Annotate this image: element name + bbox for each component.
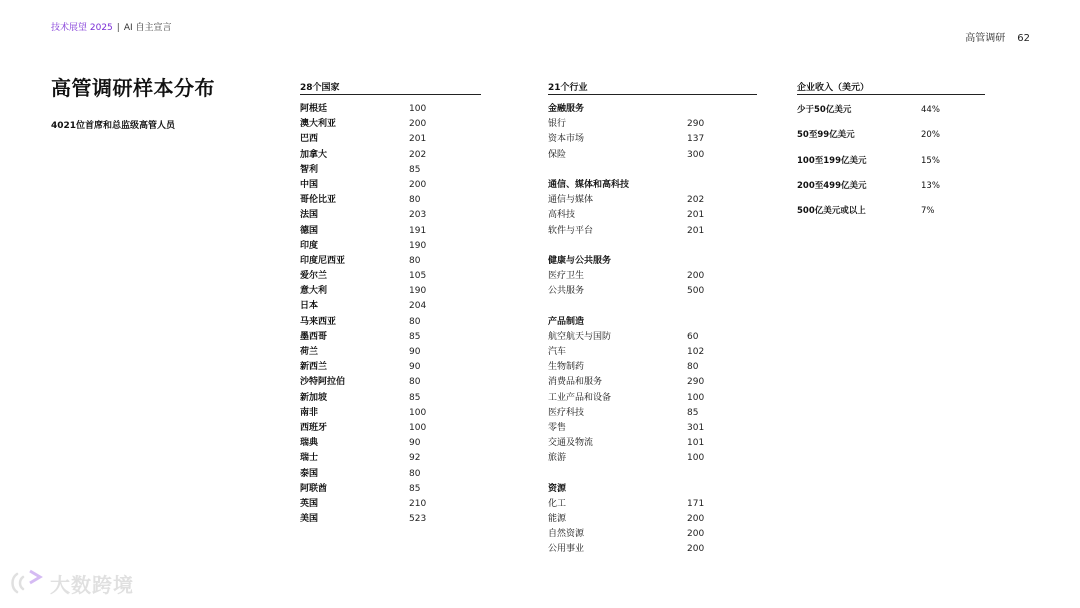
revenue-row-value: 15%: [921, 155, 940, 166]
industry-row: [548, 132, 757, 147]
revenue-list: [797, 103, 985, 229]
revenue-row-label: 200至499亿美元: [797, 180, 867, 191]
industry-row-value: 200: [687, 544, 705, 555]
industries-header: 21个行业: [548, 80, 757, 95]
industry-row-label: 自然资源: [548, 529, 585, 540]
industry-row-label: 保险: [548, 149, 567, 160]
country-row-label: 澳大利亚: [300, 119, 337, 130]
revenue-row-value: 13%: [921, 180, 940, 191]
industry-row-label: 工业产品和设备: [548, 392, 612, 403]
countries-header: 28个国家: [300, 80, 481, 95]
page-number: 62: [1017, 33, 1030, 44]
industry-group-title: 通信、媒体和高科技: [548, 179, 630, 190]
country-row-label: 马来西亚: [300, 316, 337, 327]
industry-row: [548, 421, 757, 436]
country-row-label: 德国: [300, 225, 319, 236]
country-row-value: 92: [409, 453, 421, 464]
industry-row-label: 零售: [548, 422, 567, 433]
industry-row: [548, 269, 757, 284]
country-row-value: 190: [409, 286, 427, 297]
industry-row-value: 290: [687, 377, 705, 388]
industry-row-value: 101: [687, 438, 705, 449]
country-row: [300, 467, 481, 482]
country-row-label: 墨西哥: [300, 331, 328, 342]
revenue-row: [797, 154, 985, 179]
watermark: [10, 568, 134, 598]
country-row-value: 191: [409, 225, 427, 236]
industry-group: [548, 178, 757, 239]
industry-group: [548, 102, 757, 163]
document-header-right: [965, 29, 1030, 44]
country-row: [300, 330, 481, 345]
country-row-label: 瑞典: [300, 438, 319, 449]
revenue-row-label: 少于50亿美元: [797, 105, 852, 115]
industry-row-value: 171: [687, 498, 705, 509]
industry-row: [548, 375, 757, 390]
industry-row-label: 公用事业: [548, 544, 585, 555]
country-row-label: 加拿大: [300, 149, 328, 160]
industry-row-label: 医疗卫生: [548, 271, 585, 282]
country-row-value: 200: [409, 179, 427, 190]
country-row-label: 英国: [300, 498, 319, 509]
industries-column: [548, 80, 757, 573]
country-row-label: 南非: [300, 407, 319, 418]
country-row-label: 意大利: [300, 286, 328, 297]
industry-row: [548, 345, 757, 360]
industry-row: [548, 284, 757, 299]
revenue-row-label: 50至99亿美元: [797, 130, 855, 141]
country-row-label: 印度尼西亚: [300, 255, 346, 266]
country-row-value: 203: [409, 210, 427, 221]
industry-row-label: 银行: [548, 119, 567, 130]
industry-row: [548, 360, 757, 375]
country-row-value: 105: [409, 271, 427, 282]
country-row-value: 80: [409, 255, 421, 266]
industry-row: [548, 497, 757, 512]
country-row-value: 85: [409, 331, 421, 342]
brand-logo-icon: [10, 568, 46, 598]
industry-row-label: 航空航天与国防: [548, 331, 612, 342]
industry-row-label: 交通及物流: [548, 438, 594, 449]
country-row-value: 523: [409, 514, 427, 525]
industry-row: [548, 527, 757, 542]
country-row: [300, 269, 481, 284]
industry-row-value: 137: [687, 134, 705, 145]
country-row: [300, 224, 481, 239]
industry-row-label: 汽车: [548, 347, 567, 357]
industry-row: [548, 436, 757, 451]
country-row: [300, 436, 481, 451]
industry-row: [548, 391, 757, 406]
revenue-row: [797, 128, 985, 153]
country-row-value: 90: [409, 362, 421, 373]
industry-row-value: 102: [687, 347, 705, 357]
page-subtitle: 4021位首席和总监级高管人员: [51, 121, 176, 131]
country-row-value: 210: [409, 498, 427, 509]
industry-group-title: 资源: [548, 483, 567, 494]
revenue-row: [797, 103, 985, 128]
industry-row-value: 200: [687, 514, 705, 525]
industry-row: [548, 512, 757, 527]
country-row-label: 荷兰: [300, 347, 319, 357]
industry-row-label: 高科技: [548, 210, 576, 221]
country-row-label: 泰国: [300, 468, 319, 479]
country-row: [300, 451, 481, 466]
revenue-row-label: 100至199亿美元: [797, 155, 867, 166]
industry-row-value: 201: [687, 210, 705, 221]
country-row-label: 哥伦比亚: [300, 195, 337, 206]
country-row-label: 巴西: [300, 134, 319, 145]
country-row-label: 沙特阿拉伯: [300, 377, 346, 388]
industry-group-title: 金融服务: [548, 104, 585, 114]
industry-row-value: 300: [687, 149, 705, 160]
country-row: [300, 163, 481, 178]
industry-row: [548, 406, 757, 421]
revenue-row-value: 20%: [921, 130, 940, 141]
country-row-label: 新西兰: [300, 362, 328, 373]
industry-row-value: 202: [687, 195, 705, 206]
industry-row: [548, 208, 757, 223]
country-row-value: 190: [409, 240, 427, 251]
country-row-value: 80: [409, 377, 421, 388]
country-row: [300, 193, 481, 208]
revenue-row: [797, 204, 985, 229]
country-row-label: 爱尔兰: [300, 271, 328, 282]
country-row: [300, 284, 481, 299]
industry-row: [548, 193, 757, 208]
industry-row: [548, 224, 757, 239]
country-row-label: 中国: [300, 179, 319, 190]
country-row: [300, 208, 481, 223]
industry-row-value: 290: [687, 119, 705, 130]
industry-row-value: 200: [687, 271, 705, 282]
country-row-value: 85: [409, 392, 421, 403]
industry-row-label: 生物制药: [548, 362, 585, 373]
watermark-text: 大数跨境: [50, 572, 134, 597]
country-row: [300, 497, 481, 512]
country-row-label: 西班牙: [300, 422, 328, 433]
industry-row-value: 100: [687, 392, 705, 403]
industry-group-title: 健康与公共服务: [548, 255, 612, 266]
industry-row-label: 软件与平台: [548, 225, 594, 236]
industry-row-label: 通信与媒体: [548, 195, 594, 206]
industry-row-label: 公共服务: [548, 286, 585, 297]
country-row: [300, 315, 481, 330]
country-row-value: 200: [409, 119, 427, 130]
country-row-label: 智利: [300, 164, 319, 175]
country-row-label: 印度: [300, 240, 319, 251]
country-row-value: 90: [409, 438, 421, 449]
country-row-label: 美国: [300, 514, 319, 525]
industry-row-value: 60: [687, 331, 699, 342]
country-row: [300, 132, 481, 147]
industry-row-label: 消费品和服务: [548, 377, 603, 388]
country-row-value: 100: [409, 104, 427, 114]
country-row-value: 80: [409, 316, 421, 327]
country-row: [300, 239, 481, 254]
industry-group: [548, 482, 757, 558]
country-row: [300, 299, 481, 314]
countries-list: [300, 102, 481, 527]
country-row-label: 瑞士: [300, 453, 319, 464]
country-row-label: 新加坡: [300, 392, 328, 403]
revenue-row-label: 500亿美元或以上: [797, 206, 866, 217]
country-row-value: 85: [409, 164, 421, 175]
country-row-value: 202: [409, 149, 427, 160]
industries-list: [548, 102, 757, 558]
countries-column: [300, 80, 481, 527]
report-brand: 技术展望 2025: [51, 23, 113, 33]
country-row: [300, 512, 481, 527]
industry-row-label: 医疗科技: [548, 407, 585, 418]
country-row: [300, 178, 481, 193]
country-row-label: 阿根廷: [300, 104, 328, 114]
document-header-left: [51, 20, 172, 33]
industry-row: [548, 542, 757, 557]
industry-row: [548, 117, 757, 132]
industry-row-value: 201: [687, 225, 705, 236]
country-row-value: 204: [409, 301, 427, 312]
industry-row: [548, 330, 757, 345]
country-row-value: 85: [409, 483, 421, 494]
revenue-row: [797, 179, 985, 204]
country-row: [300, 117, 481, 132]
country-row-value: 100: [409, 422, 427, 433]
country-row-value: 80: [409, 468, 421, 479]
industry-row-value: 500: [687, 286, 705, 297]
country-row: [300, 482, 481, 497]
revenue-header: 企业收入（美元）: [797, 80, 985, 95]
revenue-column: [797, 80, 985, 229]
industry-row-label: 旅游: [548, 453, 567, 464]
industry-row: [548, 451, 757, 466]
country-row-label: 日本: [300, 301, 319, 312]
country-row-value: 90: [409, 347, 421, 357]
industry-row: [548, 148, 757, 163]
country-row: [300, 406, 481, 421]
section-label: 高管调研: [965, 33, 1006, 44]
industry-row-value: 80: [687, 362, 699, 373]
industry-group: [548, 315, 757, 467]
industry-row-label: 化工: [548, 498, 567, 509]
country-row-value: 80: [409, 195, 421, 206]
page-title: 高管调研样本分布: [51, 76, 215, 100]
revenue-row-value: 7%: [921, 206, 935, 217]
country-row: [300, 254, 481, 269]
country-row-label: 法国: [300, 210, 319, 221]
country-row: [300, 345, 481, 360]
industry-row-label: 资本市场: [548, 134, 585, 145]
country-row-value: 201: [409, 134, 427, 145]
report-topic: AI 自主宣言: [123, 23, 172, 33]
country-row: [300, 148, 481, 163]
industry-row-value: 100: [687, 453, 705, 464]
revenue-row-value: 44%: [921, 105, 940, 115]
country-row: [300, 421, 481, 436]
country-row: [300, 375, 481, 390]
industry-row-label: 能源: [548, 514, 567, 525]
industry-group: [548, 254, 757, 300]
industry-group-title: 产品制造: [548, 316, 585, 327]
country-row: [300, 391, 481, 406]
country-row: [300, 102, 481, 117]
country-row: [300, 360, 481, 375]
country-row-value: 100: [409, 407, 427, 418]
industry-row-value: 85: [687, 407, 699, 418]
industry-row-value: 301: [687, 422, 705, 433]
header-separator: |: [116, 23, 120, 33]
country-row-label: 阿联酋: [300, 483, 328, 494]
industry-row-value: 200: [687, 529, 705, 540]
